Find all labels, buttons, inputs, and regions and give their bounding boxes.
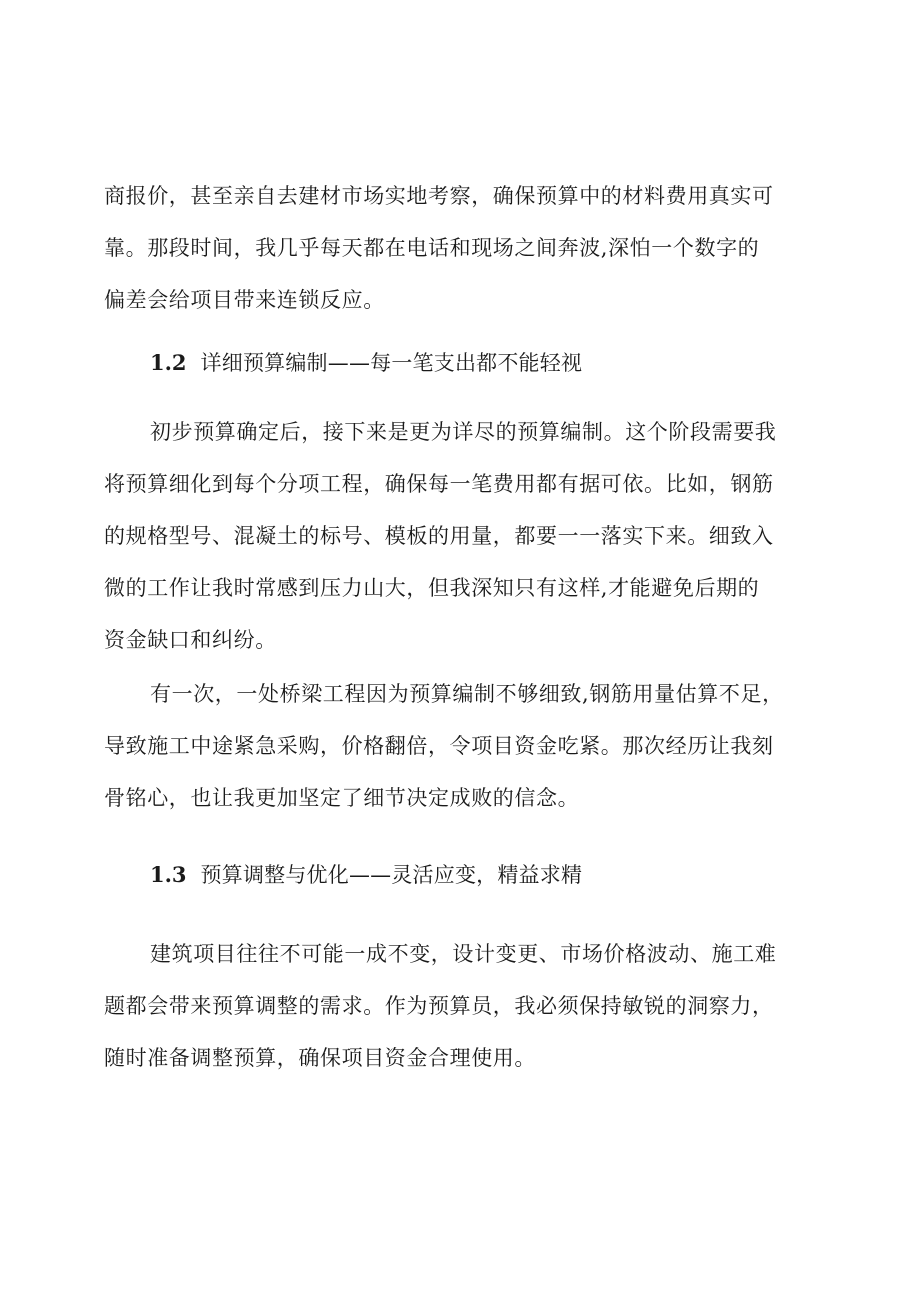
paragraph-1: [104, 170, 824, 326]
paragraph-4: [104, 928, 824, 1084]
paragraph-line: 靠。那段时间，我几乎每天都在电话和现场之间奔波,深怕一个数字的: [104, 236, 760, 260]
paragraph-line: 随时准备调整预算，确保项目资金合理使用。: [104, 1046, 536, 1070]
paragraph-line: 题都会带来预算调整的需求。作为预算员，我必须保持敏锐的洞察力，: [104, 994, 774, 1018]
paragraph-2: [104, 406, 824, 666]
paragraph-line: 的规格型号、混凝土的标号、模板的用量，都要一一落实下来。细致入: [104, 524, 774, 548]
paragraph-line: 骨铭心，也让我更加坚定了细节决定成败的信念。: [104, 786, 580, 810]
section-title: 详细预算编制——每一笔支出都不能轻视: [200, 351, 583, 375]
paragraph-line: 初步预算确定后，接下来是更为详尽的预算编制。这个阶段需要我: [150, 420, 777, 444]
paragraph-line: 微的工作让我时常感到压力山大，但我深知只有这样,才能避免后期的: [104, 576, 760, 600]
paragraph-line: 将预算细化到每个分项工程，确保每一笔费用都有据可依。比如，钢筋: [104, 472, 774, 496]
paragraph-line: 导致施工中途紧急采购，价格翻倍，令项目资金吃紧。那次经历让我刻: [104, 734, 774, 758]
paragraph-line: 有一次，一处桥梁工程因为预算编制不够细致,钢筋用量估算不足，: [150, 682, 784, 706]
section-title: 预算调整与优化——灵活应变，精益求精: [200, 863, 583, 887]
section-number: 1.2: [150, 350, 187, 375]
section-heading-1-2: [104, 343, 870, 383]
paragraph-3: [104, 668, 824, 824]
section-number: 1.3: [150, 862, 187, 887]
paragraph-line: 商报价，甚至亲自去建材市场实地考察，确保预算中的材料费用真实可: [104, 184, 774, 208]
paragraph-line: 偏差会给项目带来连锁反应。: [104, 288, 385, 312]
paragraph-line: 资金缺口和纠纷。: [104, 628, 277, 652]
section-heading-1-3: [104, 855, 870, 895]
paragraph-line: 建筑项目往往不可能一成不变，设计变更、市场价格波动、施工难: [150, 942, 777, 966]
